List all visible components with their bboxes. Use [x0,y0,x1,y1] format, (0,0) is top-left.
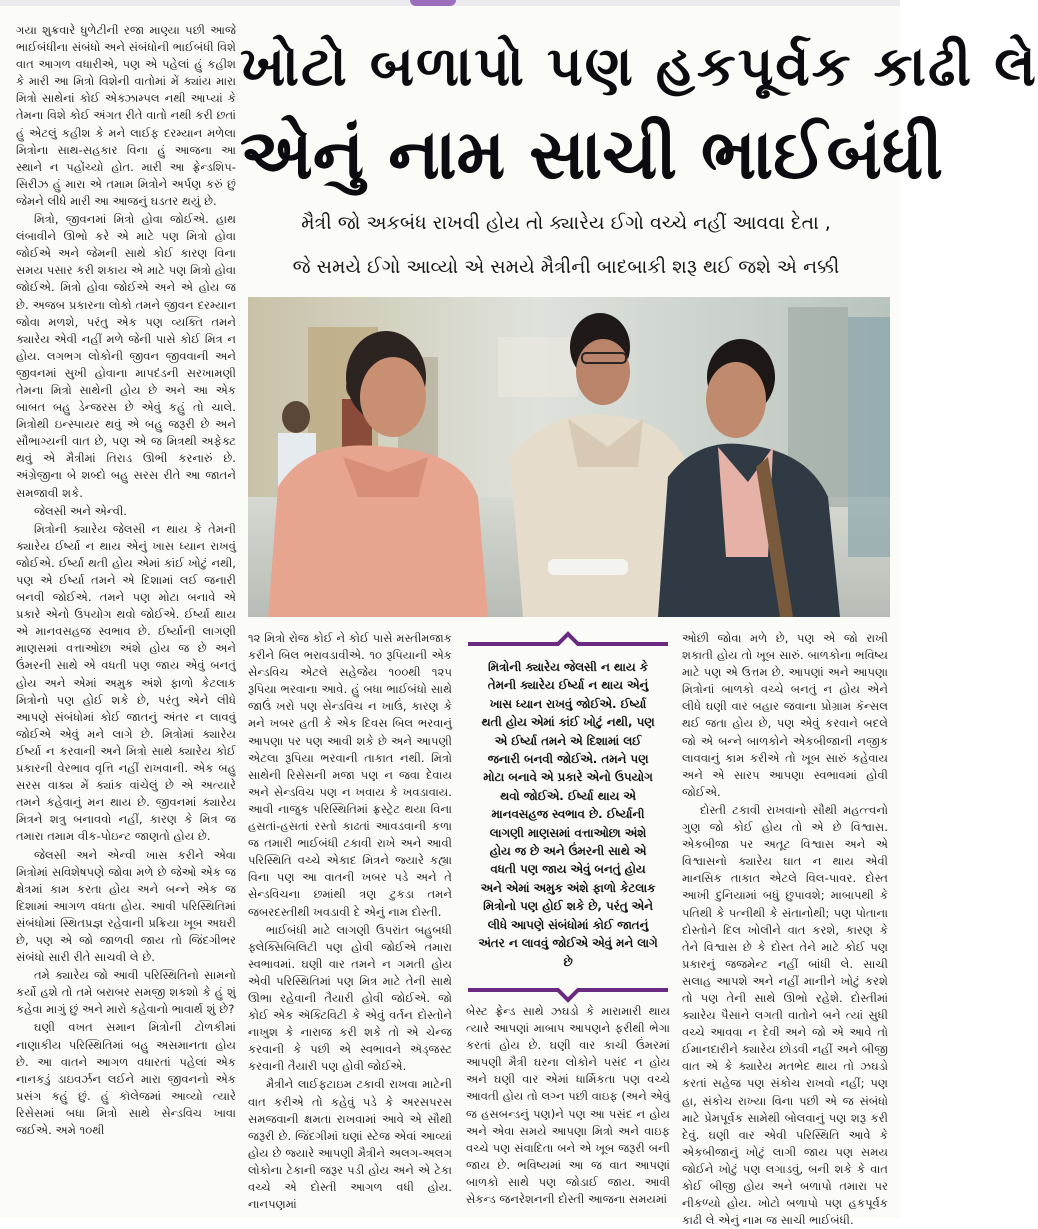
paragraph: બેસ્ટ ફ્રેન્ડ સાથે ઝઘડો કે મારામારી થાય ત્યારે આપણાં માબાપ આપણને ફરીથી ભેગા કરતાં હોય છે. ઘણી વાર કાચી ઉંમરમાં આપણી મૈત્રી ઘરના લોકોને પસંદ ન હોય અને ઘણી વાર એમાં ધાર્મિકતા પણ વચ્ચે આવતી હોય તો લગ્ન પછી વાઇફ (અને એવું જ હસબન્ડનું પણ)ને પણ આ પસંદ ન હોય અને એવા સમયે આપણા મિત્રો અને વાઇફ વચ્ચે પણ સંવાદિતા બને એ ખૂબ જરૂરી બની જાય છે. ભવિષ્યમાં આ જ વાત આપણાં બાળકો સાથે પણ જોડાઈ જાય. આવી સેકન્ડ જનરેશનની દોસ્તી આજના સમયમાં [466,1004,670,1207]
pull-quote-box [466,634,670,1000]
article-column-1 [16,22,236,1212]
paragraph: જેલસી અને એન્વી. [34,503,127,518]
paragraph: મૈત્રીને લાઈફટાઇમ ટકાવી રાખવા માટેની વાત કરીએ તો કહેવું પડે કે અરસપરસ સમજવાની ક્ષમતા રાખવામાં આવે એ સૌથી જરૂરી છે. જિંદગીમાં ઘણાં સ્ટેજ એવાં આવ્યાં હોય છે જ્યારે આપણી મૈત્રીને અલગ-અલગ લોકોના ટેકાની જરૂર પડી હોય અને એ ટેકા વચ્ચે એ દોસ્તી આગળ વધી હોય. નાનપણમાં [248,1077,452,1212]
article-column-4 [682,630,888,1228]
paragraph: ઓછી જોવા મળે છે, પણ એ જો રાખી શકાતી હોય તો ખૂબ સારું. બાળકોના ભવિષ્ય માટે પણ એ ઉત્તમ છે. આપણાં અને આપણા મિત્રોનાં બાળકો વચ્ચે બનતું ન હોય એને લીધે ઘણી વાર બહાર જવાના પ્રોગ્રામ કૅન્સલ થઈ જતા હોય છે, પણ એવું કરવાને બદલે જો એ બન્ને બાળકોને એકબીજાની નજીક લાવવાનું કામ કરીએ તો ખૂબ સારું કહેવાય અને એ સારપ આપણા સ્વભાવમાં હોવી જોઈએ. [682,631,888,799]
pull-quote-text: મિત્રોની ક્યારેય જેલસી ન થાય કે તેમની ક્યારેય ઈર્ષ્યા ન થાય એનું ખાસ ધ્યાન રાખવું જોઈએ. ઈર્ષ્યા થતી હોય એમાં કાંઈ ખોટું નથી, પણ એ ઈર્ષ્યા તમને એ દિશામાં લઈ જનારી બનવી જોઈએ. તમને પણ મોટા બનાવે એ પ્રકારે એનો ઉપયોગ થવો જોઈએ. ઈર્ષ્યા થાય એ માનવસહજ સ્વભાવ છે. ઈર્ષ્યાની લાગણી માણસમાં વત્તાઓછા અંશે હોય જ છે અને ઉંમરની સાથે એ વધતી પણ જાય એવું બનતું હોય અને એમાં અમુક અંશે ફાળો કેટલાક મિત્રોનો પણ હોઈ શકે છે, પરંતુ એને લીધે આપણે સંબંધોમાં કોઈ જાતનું અંતર ન લાવવું જોઈએ એવું મને લાગે છે [478,660,658,969]
article-photo [248,297,890,617]
paragraph: ઘણી વખત સમાન મિત્રોની ટોળકીમાં નાણાકીય પરિસ્થિતિમાં બહુ અસમાનતા હોય છે. આ વાતને આગળ વધારતાં પહેલાં એક નાનકડું ડાઇવર્ઝન લઈને મારા જીવનનો એક પ્રસંગ કહું છું. હું કૉલેજમાં આવ્યો ત્યારે રિસેસમાં બધા મિત્રો સાથે સેન્ડવિચ ખાવા જઈએ. અમે ૧૦થી [16,1020,236,1137]
paragraph: મિત્રોની ક્યારેય જેલસી ન થાય કે તેમની ક્યારેય ઈર્ષ્યા ન થાય એનું ખાસ ધ્યાન રાખવું જોઈએ. ઈર્ષ્યા થતી હોય એમાં કાંઈ ખોટું નથી, પણ એ ઈર્ષ્યા તમને એ દિશામાં લઈ જનારી બનવી જોઈએ. તમને પણ મોટા બનાવે એ પ્રકારે એનો ઉપયોગ થવો જોઈએ. ઈર્ષ્યા થાય એ માનવસહજ સ્વભાવ છે. ઈર્ષ્યાની લાગણી માણસમાં વત્તાઓછા અંશે હોય જ છે અને ઉંમરની સાથે એ વધતી પણ જાય એવું બનતું હોય અને એમાં અમુક અંશે ફાળો કેટલાક મિત્રોનો પણ હોઈ શકે છે, પરંતુ એને લીધે આપણે સંબંધોમાં કોઈ જાતનું અંતર ન લાવવું જોઈએ એવું મને લાગે છે. મિત્રોમાં ક્યારેય ઈર્ષ્યા ન કરવાની અને મિત્રો સાથે ક્યારેય કોઈ પ્રકારની વેરભાવ વૃત્તિ નહીં રાખવાની. એક બહુ સરસ વાક્ય મેં ક્યાંક વાંચેલું છે એ અત્યારે તમને કહેવાનું મન થાય છે. જીવનમાં ક્યારેય મિત્રને શત્રુ બનાવવો નહીં, કારણ કે મિત્ર જ તમારા તમામ વીક-પોઇન્ટ જાણતો હોય છે. [16,521,236,844]
article-column-2 [248,630,452,1212]
paragraph: ભાઈબંધી માટે લાગણી ઉપરાંત બહુબધી ફ્લેક્સિબિલિટી પણ હોવી જોઈએ તમારા સ્વભાવમાં. ઘણી વાર તમને ન ગમતી હોય એવી પરિસ્થિતિમાં પણ મિત્ર માટે તેની સાથે ઊભા રહેવાની તૈયારી હોવી જોઈએ. જો કોઈ એક ઍક્ટિવિટી કે એવું વર્તન દોસ્તોને નાખુશ કે નારાજ કરી શકે તો એ ચેન્જ કરવાની કે પછી એ સ્વભાવને ઍડ્જસ્ટ કરવાની તૈયારી પણ હોવી જોઈએ. [248,922,452,1074]
subheadline-line-1: મૈત્રી જો અકબંધ રાખવી હોય તો ક્યારેય ઈગો વચ્ચે નહીં આવવા દેતા , [301,212,831,234]
subheadline-line-2: જે સમયે ઈગો આવ્યો એ સમયે મૈત્રીની બાદબાકી શરૂ થઈ જશે એ નક્કી [292,256,840,278]
headline-line-2: એનું નામ સાચી ભાઈબંધી [240,115,943,195]
paragraph: દોસ્તી ટકાવી રાખવાનો સૌથી મહત્ત્વનો ગુણ જો કોઈ હોય તો એ છે વિશ્વાસ. એકબીજા પર અતૂટ વિશ્વાસ અને એ વિશ્વાસનો ક્યારેય ઘાત ન થાય એવી માનસિક તાકાત એટલે વિલ-પાવર. દોસ્ત આખી દુનિયામાં બધું છુપાવશે; માબાપથી કે પતિથી કે પત્નીથી કે સંતાનોથી; પણ પોતાના દોસ્તોને દિલ ખોલીને વાત કરશે, કારણ કે તેને વિશ્વાસ છે કે દોસ્ત તેને માટે કોઈ પણ પ્રકારનું જજમેન્ટ નહીં બાંધી લે. સાચી સલાહ આપશે અને નહીં માનીને ખોટું કરશે તો પણ તેની સાથે ઊભો રહેશે. દોસ્તીમાં ક્યારેય પૈસાને લગતી વાતોને બને ત્યાં સુધી વચ્ચે આવવા ન દેવી અને જો એ આવે તો ઈમાનદારીને ક્યારેય છોડવી નહીં અને બીજી વાત એ કે ક્યારેય મતભેદ થાય તો ઝઘડો કરતાં સહેજ પણ સંકોચ રાખવો નહીં; પણ હા, સંકોચ રાખ્યા વિના પછી એ જ સંબંધો માટે પ્રેમપૂર્વક સામેથી બોલવાનું પણ શરૂ કરી દેવું. ઘણી વાર એવી પરિસ્થિતિ આવે કે એકબીજાનું ખોટું લાગી જાય પણ સમય જોઈને ખોટું પણ લગાડવું, બની શકે કે વાત કોઈ બીજી હોય અને બળાપો તમારા પર નીકળ્યો હોય. ખોટો બળાપો પણ હકપૂર્વક કાઢી લે એનું નામ જ સાચી ભાઈબંધી. [682,802,888,1228]
top-tab-ornament [410,0,456,6]
movie-still-illustration [248,297,890,617]
headline-line-1: ખોટો બળાપો પણ હકપૂર્વક કાઢી લે [240,34,1038,98]
paragraph: ૧૨ મિત્રો રોજ કોઈ ને કોઈ પાસે મસ્તીમજાક કરીને બિલ ભરાવડાવીએ. ૧૦ રૂપિયાની એક સેન્ડવિચ એટલે સહેજેય ૧૦૦થી ૧૨૫ રૂપિયા ભરવાના આવે. હું બધા ભાઈબંધો સાથે જાઉં ખરો પણ સેન્ડવિચ ન ખાઉં, કારણ કે મને ખબર હતી કે એક દિવસ બિલ ભરવાનું આપણા પર પણ આવી શકે છે અને આપણી એટલા રૂપિયા ભરવાની તાકાત નથી. મિત્રો સાથેની રિસેસની મજા પણ ન જવા દેવાય અને સેન્ડવિચ પણ ન ખવાય કે ખવડાવાય. આવી નાજુક પરિસ્થિતિમાં ફ્રસ્ટ્રેટ થયા વિના હસતાં-હસતાં રસ્તો કાઢતાં આવડવાની કળા જ તમારી ભાઈબંધી ટકાવી રાખે અને આવી પરિસ્થિતિ વચ્ચે એકાદ મિત્રને જ્યારે કહ્યા વિના પણ આ વાતની ખબર પડે અને તે સેન્ડવિચના છમાંથી ત્રણ ટુકડા તમને જબરદસ્તીથી ખવડાવી દે એનું નામ દોસ્તી. [248,631,452,919]
paragraph: જેલસી અને એન્વી ખાસ કરીને એવા મિત્રોમાં સવિશેષપણે જોવા મળે છે જેઓ એક જ ક્ષેત્રમાં કામ કરતા હોય અને બન્ને એક જ દિશામાં આગળ વધતા હોય. આવી પરિસ્થિતિમાં સંબંધોમાં સ્થિતપ્રજ્ઞ રહેવાની પ્રક્રિયા ખૂબ અઘરી છે, પણ એ જો જાળવી જાય તો જિંદગીભર સંબંધો સારી રીતે સાચવી લે છે. [16,847,236,965]
paragraph: મિત્રો, જીવનમાં મિત્રો હોવા જોઈએ. હાથ લંબાવીને ઊભો કરે એ માટે પણ મિત્રો હોવા જોઈએ અને જેમની સાથે કોઈ કારણ વિના સમય પસાર કરી શકાય એ માટે પણ મિત્રો હોવા જોઈએ. મિત્રો હોવા જોઈએ અને એ હોય જ છે. અજબ પ્રકારના લોકો તમને જીવન દરમ્યાન જોવા મળશે, પરંતુ એક પણ વ્યક્તિ તમને ક્યારેય એવી નહીં મળે જેની પાસે કોઈ મિત્ર ન હોય. લગભગ લોકોની જીવન જીવવાની અને જીવનમાં સુખી હોવાના માપદંડની સરખામણી તેમના મિત્રો સાથેની હોય છે અને આ એક બાબત બહુ ડેન્જરસ છે એવું કહું તો ચાલે. મિત્રોથી ઇન્સ્પાયર થવું એ બહુ જરૂરી છે અને સૌભાગ્યની વાત છે, પણ એ જ મિત્રથી અફેક્ટ થવું એ મૈત્રીમાં તિરાડ ઊભી કરનારું છે. અંગ્રેજીના બે શબ્દો બહુ સરસ રીતે આ જાતને સમજાવી શકે. [16,212,236,500]
article-column-3 [466,1003,670,1212]
paragraph: તમે ક્યારેય જો આવી પરિસ્થિતિનો સામનો કર્યો હશે તો તમે બરાબર સમજી શકશો કે હું શું કહેવા માગું છું અને મારો કહેવાનો ભાવાર્થ શું છે? [16,968,236,1017]
paragraph: ગયા શુક્રવારે ધુળેટીની રજા માણ્યા પછી આજે ભાઈબંધીના સંબંધો અને સંબંધોની ભાઈબંધી વિશે વાત આગળ વધારીએ, પણ એ પહેલાં હું કહીશ કે મારી આ મિત્રો વિશેની વાતોમાં મેં ક્યાંય મારા મિત્રો સાથેનાં કોઈ એક્ઝામ્પલ નથી આપ્યાં કે તેમના વિશે કોઈ અંગત રીતે વાતો નથી કરી છતાં હું એટલું કહીશ કે મને લાઈફ દરમ્યાન મળેલા મિત્રોના સાથ-સહકાર વિના હું આજના આ સ્થાને ન પહોંચ્યો હોત. મારી આ ફ્રેન્ડશિપ-સિરીઝ હું મારા એ તમામ મિત્રોને અર્પણ કરું છું જેમને લીધે મારી આ આજનું ઘડતર થયું છે. [16,23,236,208]
